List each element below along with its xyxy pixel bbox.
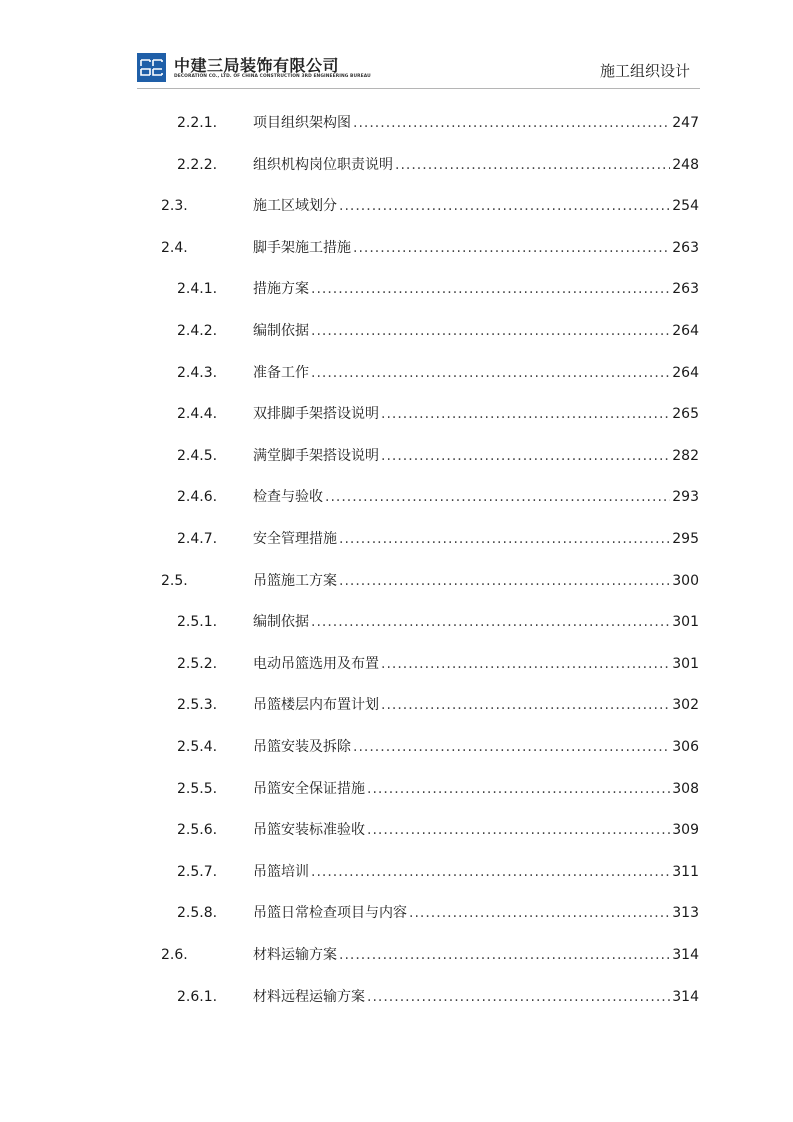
toc-entry-title: 电动吊篮选用及布置 (253, 655, 379, 672)
toc-entry-page: 264 (672, 364, 699, 381)
toc-dot-leader (311, 362, 670, 384)
toc-entry[interactable] (0, 611, 793, 633)
toc-entry-number: 2.3. (161, 198, 188, 215)
toc-entry-number: 2.5.6. (177, 822, 218, 839)
toc-entry-page: 295 (672, 531, 699, 547)
header-divider (137, 88, 700, 89)
toc-entry[interactable] (0, 819, 793, 841)
toc-entry-title: 材料运输方案 (253, 947, 337, 963)
toc-entry-line (253, 362, 699, 384)
toc-entry-number: 2.5.2. (177, 655, 218, 672)
toc-entry[interactable] (0, 861, 793, 883)
toc-entry-line (253, 528, 699, 550)
toc-dot-leader (339, 195, 670, 217)
toc-entry-page: 313 (672, 905, 699, 922)
toc-dot-leader (325, 486, 670, 508)
toc-entry-line (253, 570, 699, 592)
toc-entry-title: 吊篮施工方案 (253, 572, 337, 589)
toc-entry-line (253, 653, 699, 675)
toc-entry[interactable] (0, 944, 793, 966)
toc-entry-line (253, 819, 699, 841)
toc-entry[interactable] (0, 403, 793, 425)
toc-entry[interactable] (0, 112, 793, 134)
toc-entry-title: 吊篮安装标准验收 (253, 822, 365, 839)
toc-entry-title: 吊篮安全保证措施 (253, 780, 365, 797)
toc-entry-number: 2.6.1. (177, 988, 218, 1005)
toc-entry-line (253, 154, 699, 176)
toc-entry-title: 施工区域划分 (253, 198, 337, 215)
toc-entry-line (253, 195, 699, 217)
toc-entry-page: 301 (672, 614, 699, 631)
toc-entry-page: 300 (672, 572, 699, 589)
toc-dot-leader (339, 570, 670, 592)
toc-dot-leader (311, 278, 670, 300)
toc-entry[interactable] (0, 362, 793, 384)
toc-dot-leader (381, 694, 670, 716)
toc-entry[interactable] (0, 195, 793, 217)
toc-entry-line (253, 986, 699, 1008)
toc-entry-title: 检查与验收 (253, 489, 323, 506)
toc-dot-leader (381, 445, 670, 467)
toc-entry-title: 安全管理措施 (253, 531, 337, 547)
toc-entry-number: 2.5.7. (177, 863, 218, 880)
toc-entry[interactable] (0, 528, 793, 550)
toc-entry-number: 2.4.7. (177, 531, 218, 547)
toc-entry[interactable] (0, 570, 793, 592)
toc-entry[interactable] (0, 445, 793, 467)
toc-entry-page: 308 (672, 780, 699, 797)
toc-dot-leader (367, 986, 670, 1008)
toc-entry-page: 263 (672, 281, 699, 298)
toc-entry-page: 248 (672, 156, 699, 173)
toc-entry-line (253, 320, 699, 342)
toc-entry-line (253, 902, 699, 924)
toc-dot-leader (367, 778, 670, 800)
toc-dot-leader (353, 112, 670, 134)
toc-dot-leader (367, 819, 670, 841)
toc-entry-number: 2.4.5. (177, 447, 218, 464)
toc-entry[interactable] (0, 237, 793, 259)
toc-entry-page: 247 (672, 115, 699, 131)
toc-entry-title: 项目组织架构图 (253, 115, 351, 131)
toc-entry-number: 2.4.6. (177, 489, 218, 506)
toc-dot-leader (353, 736, 670, 758)
toc-entry-page: 254 (672, 198, 699, 215)
toc-entry-number: 2.2.2. (177, 156, 218, 173)
toc-entry-line (253, 237, 699, 259)
toc-entry-line (253, 778, 699, 800)
toc-dot-leader (381, 403, 670, 425)
toc-dot-leader (311, 611, 670, 633)
toc-entry-line (253, 445, 699, 467)
toc-dot-leader (395, 154, 670, 176)
toc-entry-line (253, 944, 699, 966)
toc-entry-page: 264 (672, 323, 699, 339)
document-title: 施工组织设计 (599, 62, 690, 80)
toc-entry-title: 材料远程运输方案 (253, 988, 365, 1005)
toc-entry-title: 措施方案 (253, 281, 309, 298)
cscec-logo-icon (137, 53, 166, 82)
toc-entry-number: 2.4.3. (177, 364, 218, 381)
toc-entry-number: 2.5.1. (177, 614, 218, 631)
toc-entry-number: 2.5.5. (177, 780, 218, 797)
toc-entry[interactable] (0, 902, 793, 924)
toc-entry[interactable] (0, 653, 793, 675)
toc-entry-number: 2.5.3. (177, 697, 218, 714)
toc-entry-number: 2.6. (161, 947, 188, 963)
toc-entry-page: 263 (672, 239, 699, 256)
toc-entry-page: 265 (672, 406, 699, 423)
toc-entry-title: 满堂脚手架搭设说明 (253, 447, 379, 464)
toc-entry-page: 311 (672, 863, 699, 880)
toc-entry-number: 2.5.8. (177, 905, 218, 922)
toc-entry-title: 脚手架施工措施 (253, 239, 351, 256)
toc-entry-title: 吊篮安装及拆除 (253, 739, 351, 755)
toc-entry-title: 双排脚手架搭设说明 (253, 406, 379, 423)
toc-dot-leader (311, 320, 670, 342)
toc-entry[interactable] (0, 986, 793, 1008)
company-name-cn: 中建三局装饰有限公司 (174, 56, 340, 75)
toc-dot-leader (381, 653, 670, 675)
toc-entry-page: 314 (672, 947, 699, 963)
toc-entry-line (253, 861, 699, 883)
toc-entry-page: 306 (672, 739, 699, 755)
toc-entry-number: 2.5.4. (177, 739, 218, 755)
toc-entry-title: 吊篮楼层内布置计划 (253, 697, 379, 714)
toc-entry-page: 302 (672, 697, 699, 714)
toc-entry-line (253, 278, 699, 300)
toc-entry[interactable] (0, 154, 793, 176)
toc-dot-leader (311, 861, 670, 883)
toc-entry[interactable] (0, 736, 793, 758)
toc-entry-number: 2.4.4. (177, 406, 218, 423)
toc-entry-number: 2.4. (161, 239, 188, 256)
toc-entry-line (253, 486, 699, 508)
toc-entry-number: 2.4.1. (177, 281, 218, 298)
toc-entry-line (253, 611, 699, 633)
toc-entry[interactable] (0, 320, 793, 342)
toc-entry-number: 2.2.1. (177, 115, 218, 131)
toc-entry[interactable] (0, 278, 793, 300)
toc-entry-page: 293 (672, 489, 699, 506)
toc-entry-title: 编制依据 (253, 323, 309, 339)
toc-entry-page: 282 (672, 447, 699, 464)
toc-entry-page: 309 (672, 822, 699, 839)
toc-entry-line (253, 694, 699, 716)
toc-entry-page: 301 (672, 655, 699, 672)
toc-entry-number: 2.5. (161, 572, 188, 589)
toc-entry[interactable] (0, 694, 793, 716)
toc-entry-title: 吊篮日常检查项目与内容 (253, 905, 407, 922)
toc-dot-leader (353, 237, 670, 259)
company-name-en: DECORATION CO., LTD. OF CHINA CONSTRUCTION 3RD ENGINEERING BUREAU (174, 74, 371, 79)
toc-entry-page: 314 (672, 988, 699, 1005)
toc-entry-title: 吊篮培训 (253, 863, 309, 880)
toc-entry[interactable] (0, 778, 793, 800)
page-header (0, 0, 793, 100)
toc-dot-leader (339, 944, 670, 966)
toc-dot-leader (339, 528, 670, 550)
toc-entry-title: 组织机构岗位职责说明 (253, 156, 393, 173)
toc-entry-title: 编制依据 (253, 614, 309, 631)
toc-entry[interactable] (0, 486, 793, 508)
toc-entry-title: 准备工作 (253, 364, 309, 381)
toc-entry-line (253, 736, 699, 758)
toc-entry-line (253, 112, 699, 134)
toc-entry-number: 2.4.2. (177, 323, 218, 339)
toc-entry-line (253, 403, 699, 425)
toc-dot-leader (409, 902, 670, 924)
